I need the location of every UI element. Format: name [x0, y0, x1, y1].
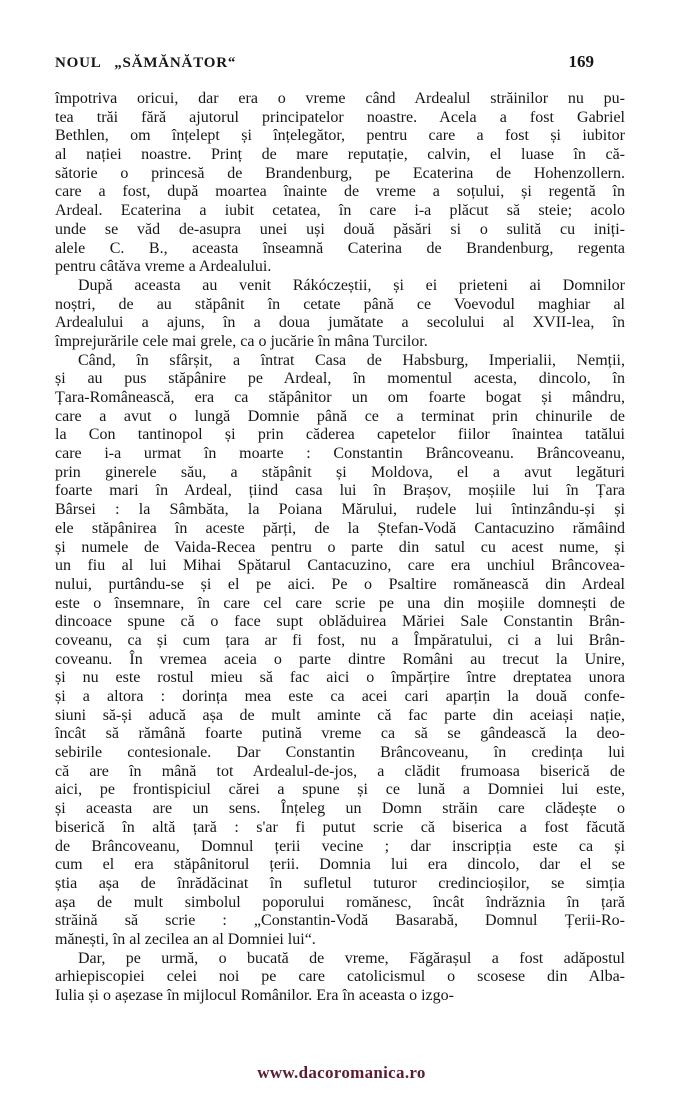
text-line: că are în mână tot Ardealul-de-jos, a clădit frumoasa biserică de	[55, 762, 625, 780]
journal-title: NOUL „SĂMĂNĂTOR“	[55, 55, 237, 71]
text-line: care i-a urmat în moarte : Constantin Brâncoveanu. Brâncoveanu,	[55, 445, 625, 463]
body-text	[55, 90, 625, 1006]
text-line: tea trăi fără ajutorul principatelor noastre. Acela a fost Gabriel	[55, 108, 625, 126]
text-line: Ardeal. Ecaterina a iubit cetatea, în care i-a plăcut să steie; acolo	[55, 202, 625, 220]
text-line: pentru câtăva vreme a Ardealului.	[55, 258, 272, 276]
text-line: sebirile contesionale. Dar Constantin Brâncoveanu, în credința lui	[55, 744, 625, 762]
text-line: Bârsei : la Sâmbăta, la Poiana Mărului, rudele lui întinzându-și și	[55, 501, 625, 519]
text-line: încât să rămână foarte putină vreme ca să se gândească la deo-	[55, 725, 625, 743]
text-line: ele stăpânirea în aceste părți, de la Ștefan-Vodă Cantacuzino rămâind	[55, 519, 625, 537]
text-line: este o însemnare, în care cel care scrie pe una din moșiile domnești de	[55, 594, 625, 612]
text-line: și aceasta are un sens. Înțeleg un Domn străin care clădește o	[55, 800, 625, 818]
paragraph	[55, 950, 625, 1006]
text-line: siuni să-și aducă așa de mult aminte că fac parte din aceiași nație,	[55, 706, 625, 724]
text-line: al nației noastre. Prinț de mare reputație, calvin, el luase în că-	[55, 146, 625, 164]
text-line: arhiepiscopiei celei noi pe care catolicismul o scosese din Alba-	[55, 968, 625, 986]
text-line: unde se văd de-asupra unei uși două păsări si o sulită cu iniți-	[55, 220, 625, 238]
text-line: mănești, în al zecilea an al Domniei lui“.	[55, 930, 316, 948]
text-line: știa așa de înrădăcinat în sufletul tuturor credincioșilor, se simția	[55, 874, 625, 892]
text-line: prin ginerele său, a stăpânit și Moldova, el a avut legături	[55, 463, 625, 481]
text-line: nului, purtându-se și el pe aici. Pe o Psaltire romănească din Ardeal	[55, 575, 625, 593]
running-head	[55, 52, 625, 72]
text-line: așa de mult simbolul poporului romănesc, încât îndrăznia în țară	[55, 893, 625, 911]
text-line: Dar, pe urmă, o bucată de vreme, Făgărașul a fost adăpostul	[78, 949, 625, 967]
text-line: alele C. B., aceasta înseamnă Caterina de Brandenburg, regenta	[55, 239, 625, 257]
text-line: Ardealului a ajuns, în a doua jumătate a secolului al XVII-lea, în	[55, 314, 625, 332]
text-line: și numele de Vaida-Recea pentru o parte din satul cu acest nume, și	[55, 538, 625, 556]
text-line: Bethlen, om înțelept și înțelegător, pentru care a fost și iubitor	[55, 127, 625, 145]
text-line: împotriva oricui, dar era o vreme când Ardealul străinilor nu pu-	[55, 90, 625, 107]
text-line: coveanu, ca și cum țara ar fi fost, nu a Împăratului, ci a lui Brân-	[55, 631, 625, 649]
paragraph	[55, 352, 625, 950]
page-number: 169	[568, 52, 594, 71]
text-line: Când, în sfârșit, a întrat Casa de Habsburg, Imperialii, Nemții,	[78, 351, 625, 369]
watermark-url: www.dacoromanica.ro	[257, 1063, 426, 1082]
text-line: care a fost, după moartea înainte de vreme a soțului, și regentă în	[55, 183, 625, 201]
text-line: împrejurările cele mai grele, ca o jucărie în mâna Turcilor.	[55, 332, 428, 350]
text-line: aici, pe frontispiciul cărei a spune și ce lună a Domniei lui este,	[55, 781, 625, 799]
text-line: Iulia și o așezase în mijlocul Românilor. Era în aceasta o izgo-	[55, 987, 454, 1004]
text-line: și au pus stăpânire pe Ardeal, în momentul acesta, dincolo, în	[55, 370, 625, 388]
text-line: noștri, de au stăpânit în cetate până ce Voevodul maghiar al	[55, 295, 625, 313]
text-line: sătorie o princesă de Brandenburg, pe Ecaterina de Hohenzollern.	[55, 164, 625, 182]
text-line: care a avut o lungă Domnie până ce a terminat prin chinurile de	[55, 407, 625, 425]
text-line: la Con tantinopol și prin căderea capetelor fiilor înaintea tatălui	[55, 426, 625, 444]
text-line: și nu este rostul mieu să fac aici o împărțire între dreptatea unora	[55, 669, 625, 687]
text-line: un fiu al lui Mihai Spătarul Cantacuzino, care era unchiul Brâncovea-	[55, 557, 625, 575]
paragraph	[55, 277, 625, 352]
paragraph	[55, 90, 625, 277]
text-line: Țara-Românească, era ca stăpânitor un om foarte bogat și mândru,	[55, 389, 625, 406]
text-line: biserică în altă țară : s'ar fi putut scrie că biserica a fost făcută	[55, 818, 625, 836]
text-line: străină să scrie : „Constantin-Vodă Basarabă, Domnul Țerii-Ro-	[55, 912, 625, 930]
text-line: După aceasta au venit Rákóczeștii, și ei prieteni ai Domnilor	[78, 276, 625, 294]
text-line: cum el era stăpânitorul țerii. Domnia lui era dincolo, dar el se	[55, 856, 625, 874]
text-line: dincoace spune că o face supt oblăduirea Măriei Sale Constantin Brân-	[55, 613, 625, 631]
text-line: coveanu. În vremea aceia o parte dintre Români au trecut la Unire,	[55, 650, 625, 668]
text-line: și a altora : dorința mea este ca acei cari aparțin la două confe-	[55, 688, 625, 705]
text-line: foarte mari în Ardeal, țiind casa lui în Brașov, moșiile lui în Țara	[55, 482, 625, 500]
text-line: de Brâncoveanu, Domnul țerii vecine ; dar inscripția este ca și	[55, 837, 625, 855]
